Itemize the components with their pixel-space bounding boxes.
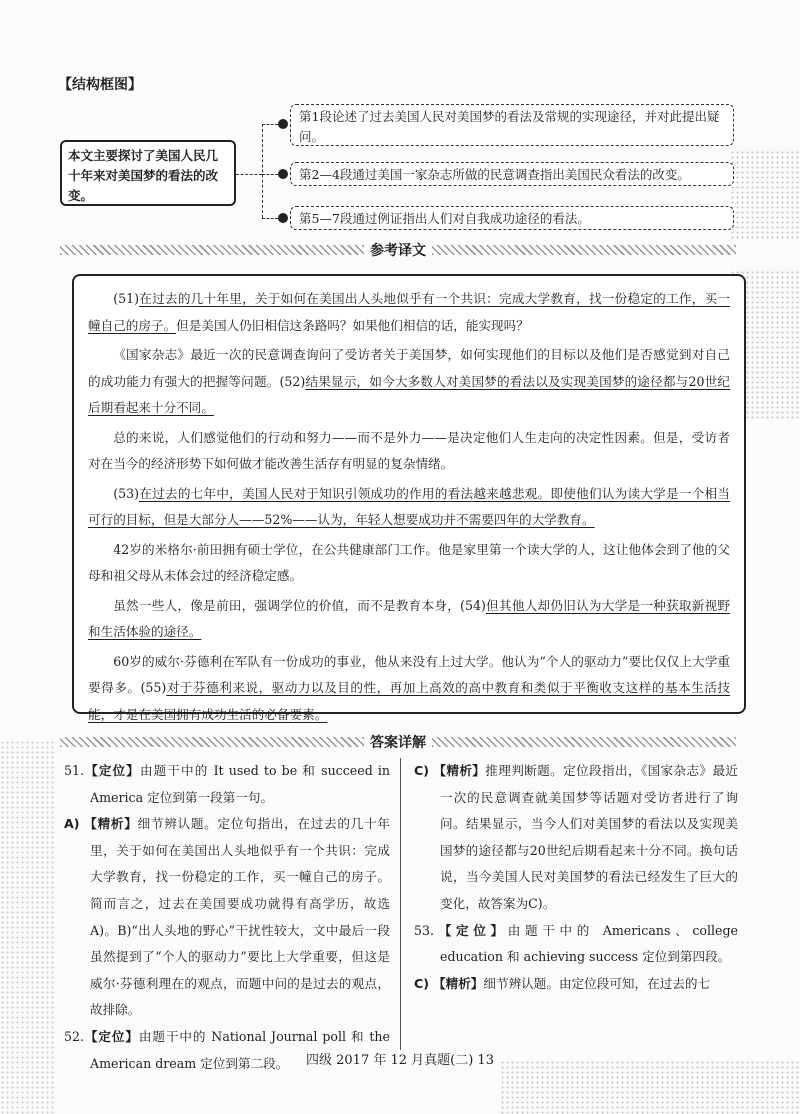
connector-line [262,174,278,175]
banner-hatch [60,737,364,747]
answers-right-column [414,758,738,997]
margin-dots [500,1060,800,1114]
bullet-icon [278,169,288,179]
translation-title: 参考译文 [370,243,426,259]
banner-hatch [432,245,736,255]
translation-paragraph-1: (51)在过去的几十年里，关于如何在美国出人头地似乎有一个共识：完成大学教育，找一份稳定的工作，买一幢自己的房子。但是美国人仍旧相信这条路吗？如果他们相信的话，能实现吗？ [88,291,730,333]
q52-analysis: C) 【精析】推理判断题。定位段指出，《国家杂志》最近一次的民意调查就美国梦等话题对受访者进行了询问。结果显示，当今人们对美国梦的看法以及实现美国梦的途径都与20世纪后期看起来十分不同。换句话说，当今美国人民对美国梦的看法已经发生了巨大的变化，故答案为C)。 [414,763,739,911]
translation-box [72,274,746,722]
connector-line [262,218,278,219]
q51-locate: 51.【定位】由题干中的 It used to be 和 succeed in America 定位到第一段第一句。 [64,763,391,805]
translation-paragraph-7: 60岁的威尔·芬德利在军队有一份成功的事业，他从来没有上过大学。他认为“个人的驱动力”要比仅仅上大学重要得多。(55)对于芬德利来说，驱动力以及目的性，再加上高效的高中教育和类似于平衡收支这样的基本生活技能，才是在美国拥有成功生活的必备要素。 [88,653,730,722]
answers-title: 答案详解 [370,735,426,751]
answers-banner [60,734,736,750]
bullet-icon [278,119,288,129]
q53-locate: 53.【定位】由题干中的 Americans、college education 和 achieving success 定位到第四段。 [414,922,738,965]
q51-analysis: A) 【精析】细节辨认题。定位句指出，在过去的几十年里，关于如何在美国出人头地似乎有一个共识：完成大学教育，找一份稳定的工作，买一幢自己的房子。简而言之，过去在美国要成功就得有高学历，故选A)。B)“出人头地的野心”干扰性较大，文中最后一段虽然提到了“个人的驱动力”要比上大学重要，但这是威尔·芬德利理在的观点，而题中问的是过去的观点，故排除。 [64,816,391,1018]
structure-branch-3 [290,206,734,230]
branch-text: 第1段论述了过去美国人民对美国梦的看法及常规的实现途径，并对此提出疑问。 [299,109,720,144]
banner-hatch [432,737,736,747]
q53-analysis: C) 【精析】细节辨认题。由定位段可知，在过去的七 [414,975,711,991]
connector-line [236,174,262,175]
column-divider [400,758,401,1050]
banner-hatch [60,245,364,255]
translation-paragraph-4: (53)在过去的七年中，美国人民对于知识引领成功的作用的看法越来越悲观。即使他们认为读大学是一个相当可行的目标，但是大部分人——52%——认为，年轻人想要成功并不需要四年的大学教育。 [88,485,730,527]
translation-paragraph-2: 《国家杂志》最近一次的民意调查询问了受访者关于美国梦，如何实现他们的目标以及他们是否感觉到对自己的成功能力有强大的把握等问题。(52)结果显示，如今大多数人对美国梦的看法以及实现美国梦的途径都与20世纪后期看起来十分不同。 [88,347,730,415]
bullet-icon [278,213,288,223]
structure-main-box [60,140,236,206]
connector-line [262,124,278,125]
q52-locate: 52.【定位】由题干中的 National Journal poll 和 the American dream 定位到第二段。 [64,1028,390,1071]
translation-paragraph-6: 虽然一些人，像是前田，强调学位的价值，而不是教育本身，(54)但其他人却仍旧认为大学是一种获取新视野和生活体验的途径。 [88,597,730,639]
answers-left-column [64,758,390,1077]
structure-main-text: 本文主要探讨了美国人民几十年来对美国梦的看法的改变。 [68,148,219,203]
page-footer: 四级 2017 年 12 月真题(二) 13 [306,1053,494,1068]
branch-text: 第5—7段通过例证指出人们对自我成功途径的看法。 [299,211,590,226]
translation-banner [60,242,736,258]
translation-paragraph-5: 42岁的米格尔·前田拥有硕士学位，在公共健康部门工作。他是家里第一个读大学的人，这让他体会到了他的父母和祖父母从未体会过的经济稳定感。 [88,541,730,583]
structure-title: 【结构框图】 [58,77,142,93]
structure-branch-2 [290,162,734,186]
branch-text: 第2—4段通过美国一家杂志所做的民意调查指出美国民众看法的改变。 [299,167,690,182]
structure-branch-1 [290,104,734,146]
margin-dots [730,150,800,240]
connector-line [262,124,263,218]
translation-paragraph-3: 总的来说，人们感觉他们的行动和努力——而不是外力——是决定他们人生走向的决定性因素。但是，受访者对在当今的经济形势下如何做才能改善生活存有明显的复杂情绪。 [88,429,730,471]
